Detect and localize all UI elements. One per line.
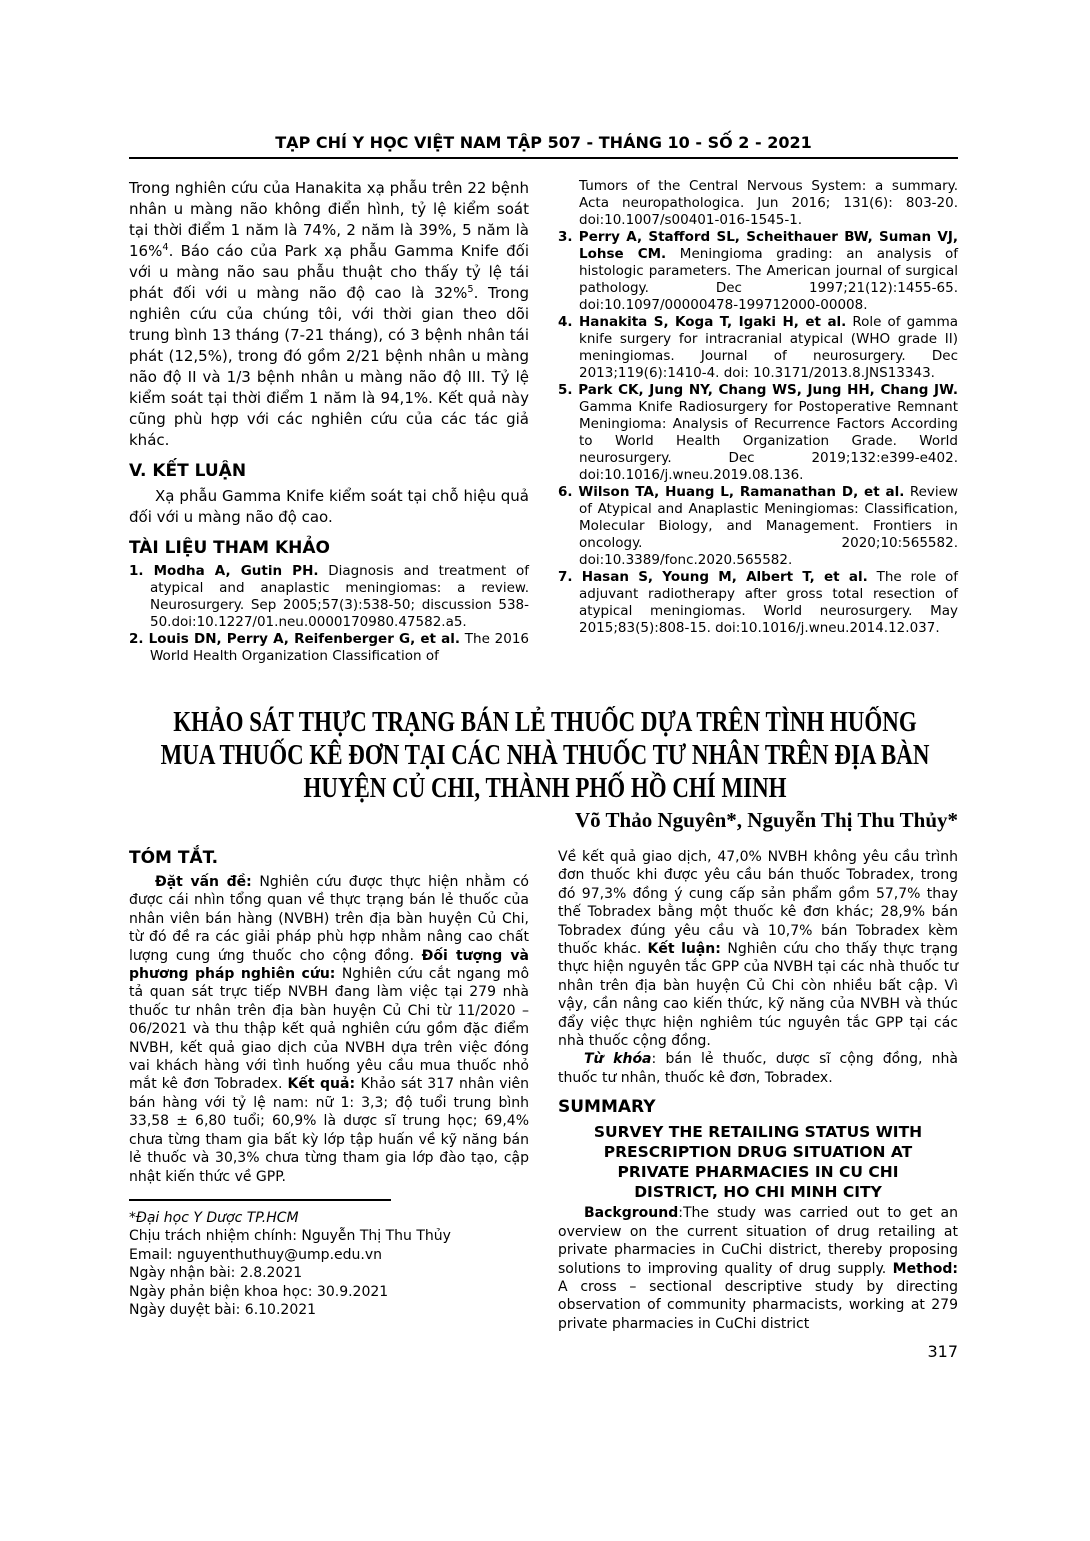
reference-item: 2. Louis DN, Perry A, Reifenberger G, et al. The 2016 World Health Organization Classification of	[129, 631, 529, 664]
footnote-rule	[129, 1199, 391, 1201]
article-title-line: MUA THUỐC KÊ ĐƠN TẠI CÁC NHÀ THUỐC TƯ NHÂN TRÊN ĐỊA BÀN	[160, 740, 930, 771]
reference-item: 5. Park CK, Jung NY, Chang WS, Jung HH, Chang JW. Gamma Knife Radiosurgery for Postoperative Remnant Meningioma: Analysis of Recurrence Factors According to World Health Organization Grade. World neurosurgery. Dec 2019;132:e399-e402. doi:10.1016/j.wneu.2019.08.136.	[558, 382, 958, 483]
footnote-line: Ngày duyệt bài: 6.10.2021	[129, 1301, 317, 1318]
reference-item: 6. Wilson TA, Huang L, Ramanathan D, et al. Review of Atypical and Anaplastic Meningiomas: Classification, Molecular Biology, and Management. Frontiers in oncology. 2020;10:565582. doi:10.3389/fonc.2020.565582.	[558, 484, 958, 568]
reference-item: 1. Modha A, Gutin PH. Diagnosis and treatment of atypical and anaplastic meningiomas: a review. Neurosurgery. Sep 2005;57(3):538-50; discussion 538-50.doi:10.1227/01.neu.0000170980.47582.a5.	[129, 563, 529, 630]
section-previous-article	[129, 178, 958, 665]
abstract-heading: TÓM TẮT.	[129, 848, 219, 868]
references-list-left	[129, 563, 529, 665]
authors-line: Võ Thảo Nguyên*, Nguyễn Thị Thu Thủy*	[574, 808, 958, 832]
footnote-block	[129, 1209, 529, 1319]
right-column-2	[558, 848, 958, 1333]
summary-title-line: DISTRICT, HO CHI MINH CITY	[634, 1183, 882, 1202]
section-new-article	[129, 848, 958, 1333]
summary-title-line: PRIVATE PHARMACIES IN CU CHI	[617, 1163, 899, 1182]
footnote-line: Ngày nhận bài: 2.8.2021	[129, 1265, 303, 1282]
references-heading: TÀI LIỆU THAM KHẢO	[129, 538, 330, 558]
abstract-paragraph: Đặt vấn đề: Nghiên cứu được thực hiện nhằm có được cái nhìn tổng quan về thực trạng bán lẻ thuốc của nhân viên bán hàng (NVBH) trên địa bàn huyện Củ Chi, từ đó đề ra các giải pháp phù hợp nhằm nâng cao chất lượng cung ứng thuốc cho cộng đồng. Đối tượng và phương pháp nghiên cứu: Nghiên cứu cắt ngang mô tả quan sát trực tiếp NVBH đang làm việc tại 279 nhà thuốc tư nhân trên địa bàn huyện Củ Chi từ 11/2020 – 06/2021 và thu thập kết quả nghiên cứu gồm đặc điểm NVBH, kết quả giao dịch của NVBH dựa trên việc đóng vai khách hàng với tình huống yêu cầu mua thuốc nhỏ mắt kê đơn Tobradex. Kết quả: Khảo sát 317 nhân viên bán hàng với tỷ lệ nam: nữ 1: 3,3; độ tuổi trung bình 33,58 ± 6,80 tuổi; 60,9% là dược sĩ trung học; 69,4% chưa từng tham gia bất kỳ lớp tập huấn về kỹ năng bán lẻ thuốc và 30,3% chưa từng tham gia lớp đào tạo, cập nhật kiến thức về GPP.	[129, 874, 530, 1185]
page-number: 317	[927, 1342, 958, 1361]
article-title	[98, 706, 992, 805]
footnote-line: Email: nguyenthuthuy@ump.edu.vn	[129, 1246, 382, 1263]
reference-item: 7. Hasan S, Young M, Albert T, et al. The role of adjuvant radiotherapy after gross total resection of atypical meningiomas. World neurosurgery. May 2015;83(5):808-15. doi:10.1016/j.wneu.2014.12.037.	[558, 569, 958, 636]
reference-item: 4. Hanakita S, Koga T, Igaki H, et al. Role of gamma knife surgery for intracranial atypical (WHO grade II) meningiomas. Journal of neurosurgery. Dec 2013;119(6):1410-4. doi: 10.3171/2013.8.JNS13343.	[558, 314, 958, 381]
footnote-affiliation: *Đại học Y Dược TP.HCM	[129, 1209, 299, 1226]
abstract-continuation-paragraph: Về kết quả giao dịch, 47,0% NVBH không yêu cầu trình đơn thuốc khi được yêu cầu bán thuốc Tobradex, trong đó 97,3% đồng ý cung cấp sản phẩm gồm 57,7% thay thế Tobradex bằng một thuốc kê đơn khác; 28,9% bán Tobradex đúng yêu cầu và 10,7% bán Tobradex kèm thuốc khác. Kết luận: Nghiên cứu cho thấy thực trạng thực hiện nguyên tắc GPP của NVBH tại các nhà thuốc tư nhân trên địa bàn huyện Củ Chi còn nhiều bất cập. Vì vậy, cần nâng cao kiến thức, kỹ năng của NVBH và thúc đẩy việc thực hiện nghiêm túc nguyên tắc GPP tại các nhà thuốc cộng đồng.	[558, 849, 959, 1050]
references-list-right	[558, 178, 958, 637]
summary-title-line: SURVEY THE RETAILING STATUS WITH	[593, 1123, 923, 1142]
article-title-line: KHẢO SÁT THỰC TRẠNG BÁN LẺ THUỐC DỰA TRÊN TÌNH HUỐNG	[173, 707, 917, 738]
summary-heading: SUMMARY	[558, 1097, 656, 1118]
reference-item: 3. Perry A, Stafford SL, Scheithauer BW, Suman VJ, Lohse CM. Meningioma grading: an analysis of histologic parameters. The American journal of surgical pathology. Dec 1997;21(12):1455-65. doi:10.1097/00000478-199712000-00008.	[558, 229, 958, 313]
conclusion-heading: V. KẾT LUẬN	[129, 461, 247, 481]
article-title-line: HUYỆN CỦ CHI, THÀNH PHỐ HỒ CHÍ MINH	[303, 773, 787, 804]
summary-title-line: PRESCRIPTION DRUG SITUATION AT	[603, 1143, 913, 1162]
body-paragraph: Trong nghiên cứu của Hanakita xạ phẫu trên 22 bệnh nhân u màng não không điển hình, tỷ lệ kiểm soát tại thời điểm 1 năm là 74%, 2 năm là 39%, 5 năm là 16%$^4$. Báo cáo của Park xạ phẫu Gamma Knife đối với u màng não sau phẫu thuật cho thấy tỷ lệ tái phát đối với u màng não độ cao là 32%$^5$. Trong nghiên cứu của chúng tôi, với thời gian theo dõi trung bình 13 tháng (7-21 tháng), có 3 bệnh nhân tái phát (12,5%), trong đó gồm 2/21 bệnh nhân u màng não độ II và 1/3 bệnh nhân u màng não độ III. Tỷ lệ kiểm soát tại thời điểm 1 năm là 94,1%. Kết quả này cũng phù hợp với các nghiên cứu của các tác giả khác.	[129, 179, 529, 449]
journal-header: TẠP CHÍ Y HỌC VIỆT NAM TẬP 507 - THÁNG 10 - SỐ 2 - 2021	[129, 133, 958, 159]
right-column-1	[558, 178, 958, 665]
conclusion-paragraph: Xạ phẫu Gamma Knife kiểm soát tại chỗ hiệu quả đối với u màng não độ cao.	[129, 487, 529, 526]
summary-paragraph: Background:The study was carried out to get an overview on the current situation of drug retailing at private pharmacies in CuChi district, thereby proposing solutions to improving quality of drug supply. Method: A cross – sectional descriptive study by directing observation of community pharmacists, working at 279 private pharmacies in CuChi district	[558, 1205, 958, 1332]
summary-title	[558, 1122, 958, 1202]
footnote-line: Chịu trách nhiệm chính: Nguyễn Thị Thu Thủy	[129, 1228, 451, 1245]
footnote-line: Ngày phản biện khoa học: 30.9.2021	[129, 1283, 389, 1300]
left-column-2	[129, 848, 529, 1333]
left-column-1	[129, 178, 529, 665]
reference-continuation: Tumors of the Central Nervous System: a summary. Acta neuropathologica. Jun 2016; 131(6): 803-20. doi:10.1007/s00401-016-1545-1.	[579, 178, 958, 228]
keywords-paragraph: Từ khóa: bán lẻ thuốc, dược sĩ cộng đồng, nhà thuốc tư nhân, thuốc kê đơn, Tobradex.	[558, 1051, 959, 1086]
